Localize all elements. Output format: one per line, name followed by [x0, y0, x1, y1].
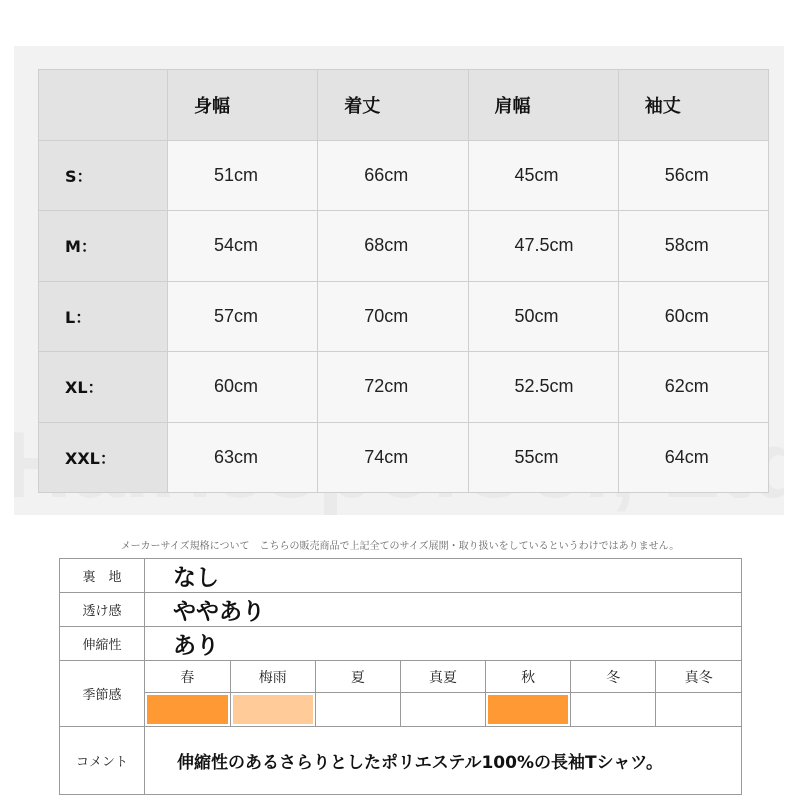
size-row [39, 352, 769, 423]
spec-row-season [60, 661, 742, 727]
size-label: L： [39, 281, 168, 352]
season-name: 秋 [486, 661, 571, 693]
size-notice: メーカーサイズ規格について こちらの販売商品で上記全てのサイズ展開・取り扱いをしているというわけではありません。 [120, 541, 680, 552]
measurement-cell: 66cm [318, 140, 468, 211]
measurement-cell: 56cm [618, 140, 768, 211]
size-chart-corner [39, 70, 168, 141]
spec-table [59, 558, 742, 795]
measurement-cell: 74cm [318, 422, 468, 493]
measurement-cell: 55cm [468, 422, 618, 493]
season-cell [315, 693, 400, 727]
season-cell [656, 693, 741, 727]
spec-value: あり [145, 627, 742, 661]
measurement-cell: 72cm [318, 352, 468, 423]
spec-label: 透け感 [60, 593, 145, 627]
season-names [145, 661, 741, 693]
measurement-cell: 60cm [168, 352, 318, 423]
size-label: XXL： [39, 422, 168, 493]
spec-label: コメント [60, 727, 145, 795]
size-chart-panel [14, 46, 784, 515]
measurement-cell: 52.5cm [468, 352, 618, 423]
spec-label: 裏 地 [60, 559, 145, 593]
column-header: 着丈 [318, 70, 468, 141]
season-swatch [147, 695, 228, 724]
season-swatch [488, 695, 568, 724]
season-swatch [318, 695, 398, 724]
season-grid [145, 661, 742, 727]
season-cell [571, 693, 656, 727]
season-name: 梅雨 [230, 661, 315, 693]
measurement-cell: 45cm [468, 140, 618, 211]
season-swatch [233, 695, 313, 724]
size-chart-header-row [39, 70, 769, 141]
season-swatch [573, 695, 653, 724]
season-name: 真冬 [656, 661, 741, 693]
spec-row-comment [60, 727, 742, 795]
size-chart-table [38, 69, 769, 493]
spec-value: ややあり [145, 593, 742, 627]
measurement-cell: 50cm [468, 281, 618, 352]
spec-row-lining [60, 559, 742, 593]
season-name: 夏 [315, 661, 400, 693]
spec-label: 伸縮性 [60, 627, 145, 661]
spec-label: 季節感 [60, 661, 145, 727]
column-header: 袖丈 [618, 70, 768, 141]
column-header: 肩幅 [468, 70, 618, 141]
season-name: 真夏 [400, 661, 485, 693]
season-cell [145, 693, 230, 727]
season-cell [230, 693, 315, 727]
measurement-cell: 70cm [318, 281, 468, 352]
season-table [145, 661, 741, 726]
measurement-cell: 51cm [168, 140, 318, 211]
size-label: S： [39, 140, 168, 211]
season-swatches [145, 693, 741, 727]
size-row [39, 422, 769, 493]
size-label: M： [39, 211, 168, 282]
comment-text: 伸縮性のあるさらりとしたポリエステル100%の長袖Tシャツ。 [145, 727, 742, 795]
column-header: 身幅 [168, 70, 318, 141]
measurement-cell: 47.5cm [468, 211, 618, 282]
season-swatch [403, 695, 483, 724]
size-row [39, 211, 769, 282]
season-cell [486, 693, 571, 727]
spec-row-stretch [60, 627, 742, 661]
spec-row-sheer [60, 593, 742, 627]
measurement-cell: 60cm [618, 281, 768, 352]
size-row [39, 140, 769, 211]
measurement-cell: 62cm [618, 352, 768, 423]
measurement-cell: 58cm [618, 211, 768, 282]
season-name: 春 [145, 661, 230, 693]
measurement-cell: 63cm [168, 422, 318, 493]
size-row [39, 281, 769, 352]
season-swatch [658, 695, 739, 724]
season-cell [400, 693, 485, 727]
season-name: 冬 [571, 661, 656, 693]
measurement-cell: 64cm [618, 422, 768, 493]
measurement-cell: 68cm [318, 211, 468, 282]
measurement-cell: 54cm [168, 211, 318, 282]
spec-value: なし [145, 559, 742, 593]
size-label: XL： [39, 352, 168, 423]
measurement-cell: 57cm [168, 281, 318, 352]
